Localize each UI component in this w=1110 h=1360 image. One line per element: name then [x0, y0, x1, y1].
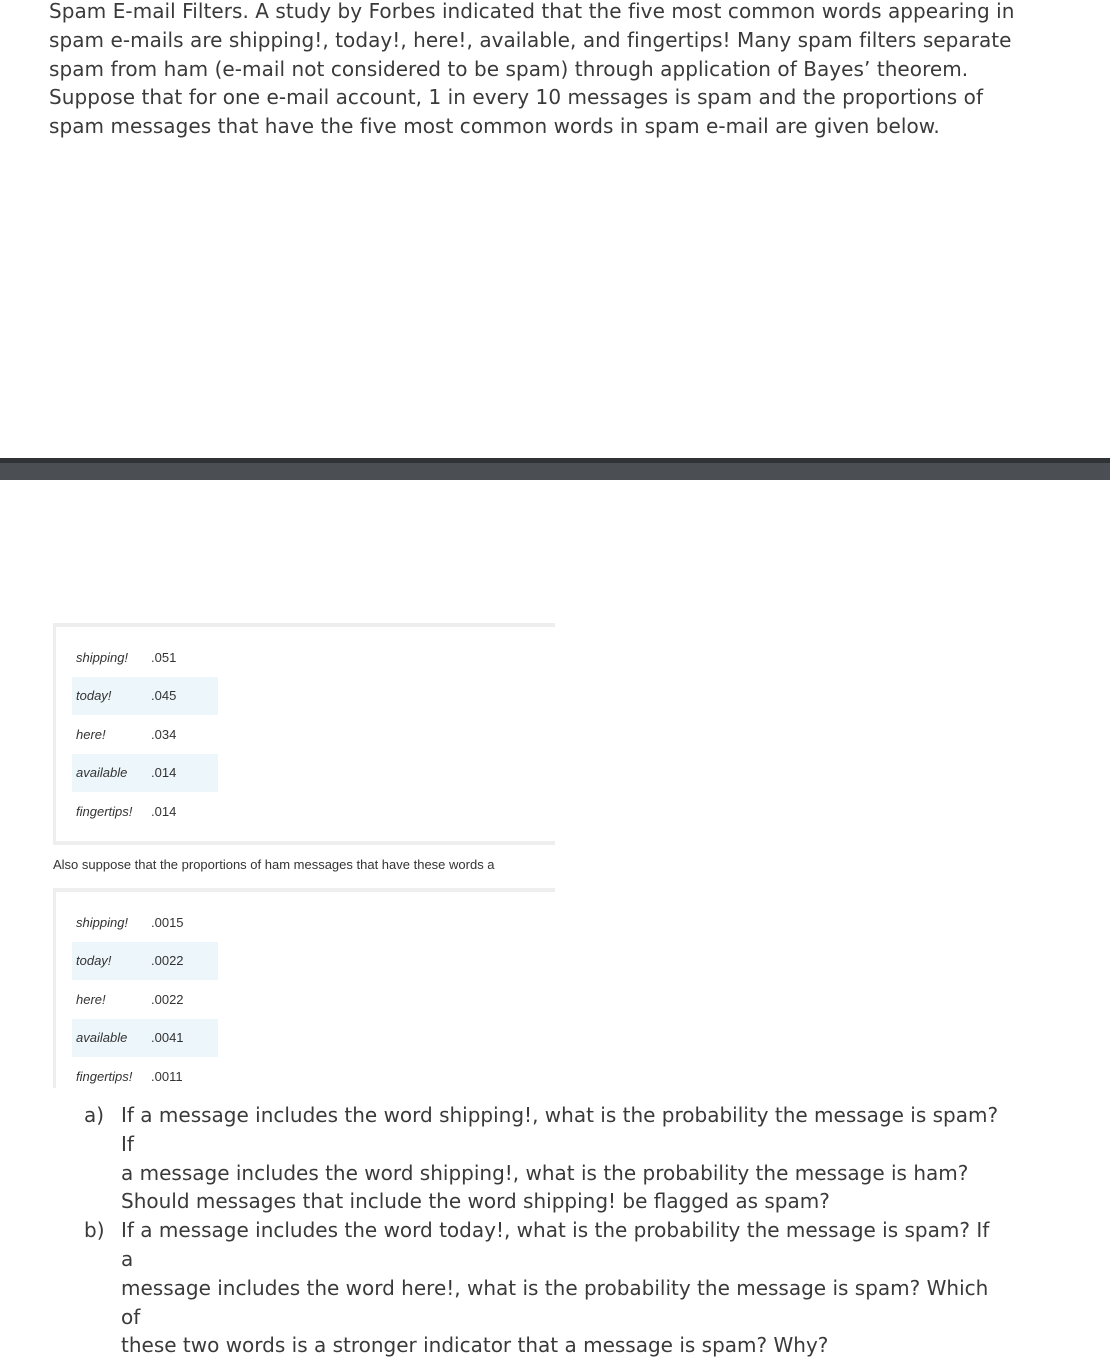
word-cell: today! — [76, 688, 112, 704]
question-line: If a message includes the word today!, what is the probability the message is spam? If a — [121, 1218, 990, 1271]
proportion-cell: .034 — [151, 726, 177, 742]
intro-line: spam messages that have the five most common words in spam e-mail are given below. — [49, 114, 940, 139]
word-cell: today! — [76, 953, 112, 969]
table-row — [72, 715, 218, 754]
word-cell: here! — [76, 726, 106, 742]
word-cell: available — [76, 1030, 128, 1046]
table-row — [72, 792, 218, 831]
intro-line: spam e-mails are shipping!, today!, here!, available, and fingertips! Many spam filters separate — [49, 27, 1012, 52]
word-cell: fingertips! — [76, 803, 133, 819]
ham-note: Also suppose that the proportions of ham messages that have these words a — [53, 857, 495, 872]
question-line: a message includes the word shipping!, what is the probability the message is ham? — [121, 1160, 969, 1185]
question-line: If a message includes the word shipping!, what is the probability the message is spam? If — [121, 1103, 999, 1156]
question-line: Should messages that include the word shipping! be flagged as spam? — [121, 1189, 830, 1214]
intro-line: Suppose that for one e-mail account, 1 in every 10 messages is spam and the proportions of — [49, 85, 984, 110]
proportion-cell: .0041 — [151, 1030, 184, 1046]
table-row — [72, 754, 218, 793]
proportion-cell: .051 — [151, 649, 177, 665]
ham-word-proportions-table — [53, 888, 555, 1088]
proportion-cell: .0022 — [151, 953, 184, 969]
table-row — [72, 1019, 218, 1058]
table-row — [72, 980, 218, 1019]
word-cell: fingertips! — [76, 1068, 133, 1084]
table-row — [72, 677, 218, 716]
proportion-cell: .014 — [151, 803, 177, 819]
proportion-cell: .014 — [151, 765, 177, 781]
table-row — [72, 638, 218, 677]
word-cell: shipping! — [76, 649, 129, 665]
question-label: b) — [84, 1218, 105, 1243]
question-line: message includes the word here!, what is the probability the message is spam? Which of — [121, 1275, 989, 1329]
question-label: a) — [84, 1103, 105, 1127]
word-cell: shipping! — [76, 914, 129, 930]
problem-intro — [49, 0, 1099, 141]
table-row — [72, 942, 218, 981]
proportion-cell: .0022 — [151, 991, 184, 1007]
word-cell: here! — [76, 991, 106, 1007]
question-list — [84, 1101, 1004, 1360]
proportion-cell: .0015 — [151, 914, 184, 930]
table-row — [72, 1057, 218, 1096]
intro-line: spam from ham (e-mail not considered to be spam) through application of Bayes’ theorem. — [49, 56, 969, 81]
proportion-cell: .0011 — [151, 1068, 183, 1084]
question-line: these two words is a stronger indicator that a message is spam? Why? — [121, 1333, 829, 1358]
screenshot-divider-bar — [0, 458, 1110, 480]
word-cell: available — [76, 765, 128, 781]
question-a — [84, 1101, 1004, 1216]
proportion-cell: .045 — [151, 688, 177, 704]
intro-line: Spam E-mail Filters. A study by Forbes indicated that the five most common words appearing in — [49, 0, 1015, 23]
table-row — [72, 903, 218, 942]
question-b — [84, 1216, 1004, 1360]
spam-word-proportions-table — [53, 623, 555, 845]
